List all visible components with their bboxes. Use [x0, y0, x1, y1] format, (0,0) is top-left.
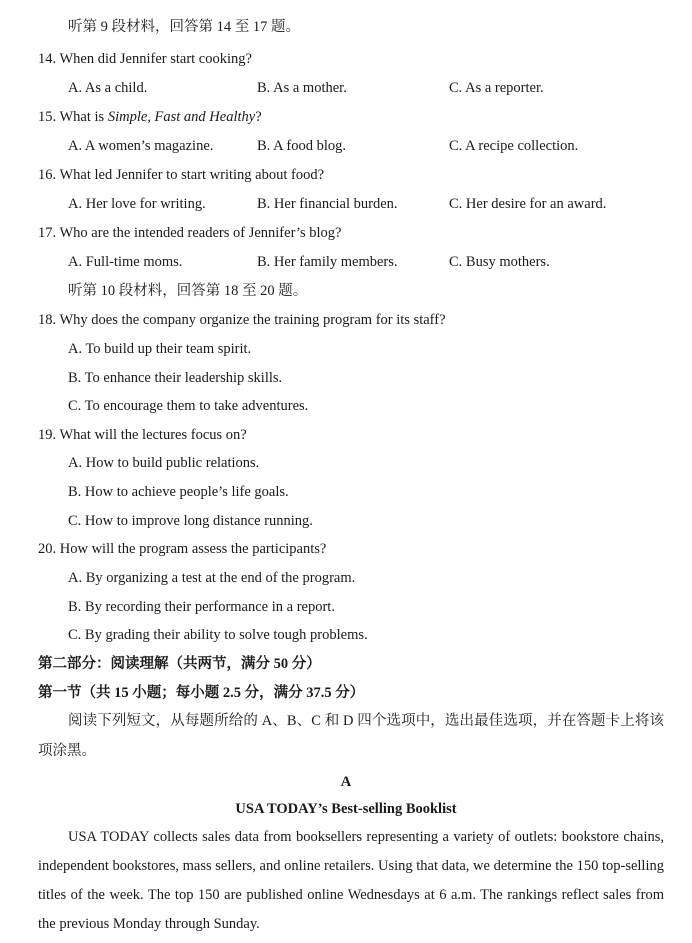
q15-title: Simple, Fast and Healthy: [107, 109, 256, 125]
q18-option-a: A. To build up their team spirit.: [68, 341, 252, 357]
q18-option-c: C. To encourage them to take adventures.: [68, 398, 309, 414]
q15-suffix: ?: [255, 109, 262, 125]
q15-prefix: 15. What is: [38, 109, 108, 125]
section-10-instruction: 听第 10 段材料，回答第 18 至 20 题。: [68, 283, 308, 299]
q16-option-a: A. Her love for writing.: [68, 196, 206, 212]
q20-option-b: B. By recording their performance in a report.: [68, 599, 335, 615]
q19-option-a: A. How to build public relations.: [68, 455, 260, 471]
passage-letter: A: [340, 774, 352, 790]
q16-option-b: B. Her financial burden.: [257, 196, 398, 212]
section-9-instruction: 听第 9 段材料，回答第 14 至 17 题。: [68, 19, 300, 35]
q15-option-a: A. A women’s magazine.: [68, 138, 214, 154]
q17-option-c: C. Busy mothers.: [449, 254, 550, 270]
q15-option-b: B. A food blog.: [257, 138, 347, 154]
q14-option-b: B. As a mother.: [257, 80, 347, 96]
q20-option-c: C. By grading their ability to solve tough problems.: [68, 627, 368, 643]
part2-heading: 第二部分：阅读理解（共两节，满分 50 分）: [38, 656, 321, 672]
passage-paragraph: USA TODAY collects sales data from booksellers representing a variety of outlets: bookstore chains, independent bookstores, mass sellers, and online retailers. Using that data, we determine the 150 top-selling titles of the week. The top 150 are published online Wednesdays at 6 a.m. The rankings reflect sales from the previous Monday through Sunday.: [38, 829, 664, 932]
q19-option-c: C. How to improve long distance running.: [68, 513, 313, 529]
q17-option-a: A. Full-time moms.: [68, 254, 183, 270]
question-14: 14. When did Jennifer start cooking?: [38, 51, 252, 67]
q16-option-c: C. Her desire for an award.: [449, 196, 607, 212]
q14-option-c: C. As a reporter.: [449, 80, 544, 96]
q18-option-b: B. To enhance their leadership skills.: [68, 370, 283, 386]
question-19: 19. What will the lectures focus on?: [38, 427, 247, 443]
q17-option-b: B. Her family members.: [257, 254, 398, 270]
passage-title: USA TODAY’s Best-selling Booklist: [235, 801, 457, 817]
question-15: [38, 107, 262, 127]
question-16: 16. What led Jennifer to start writing about food?: [38, 167, 325, 183]
question-17: 17. Who are the intended readers of Jennifer’s blog?: [38, 225, 342, 241]
q20-option-a: A. By organizing a test at the end of the program.: [68, 570, 356, 586]
q15-option-c: C. A recipe collection.: [449, 138, 579, 154]
q14-option-a: A. As a child.: [68, 80, 148, 96]
section1-heading: 第一节（共 15 小题；每小题 2.5 分，满分 37.5 分）: [38, 685, 365, 701]
reading-instructions: 阅读下列短文，从每题所给的 A、B、C 和 D 四个选项中，选出最佳选项，并在答题卡上将该项涂黑。: [38, 713, 664, 759]
question-20: 20. How will the program assess the participants?: [38, 541, 327, 557]
question-18: 18. Why does the company organize the training program for its staff?: [38, 312, 446, 328]
q19-option-b: B. How to achieve people’s life goals.: [68, 484, 289, 500]
